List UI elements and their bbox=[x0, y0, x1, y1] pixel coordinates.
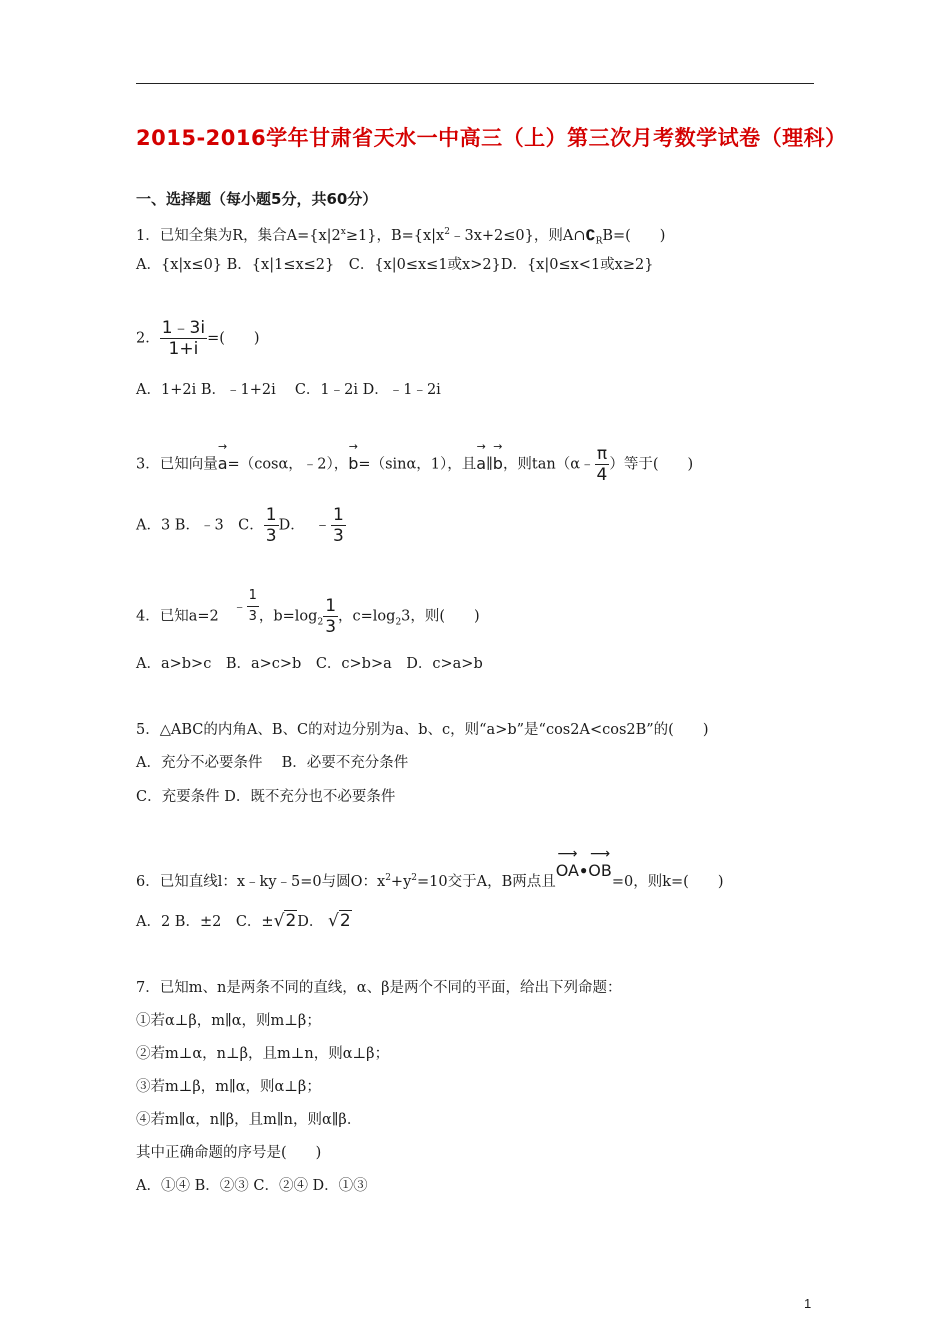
question-7-stem: 7．已知m、n是两条不同的直线，α、β是两个不同的平面，给出下列命题： bbox=[136, 980, 622, 996]
fraction: $\frac{1﹣3i}{1+i}$ bbox=[161, 318, 206, 359]
question-2-stem: 2． $\frac{1﹣3i}{1+i}$ =( ) bbox=[136, 318, 260, 359]
question-7-proposition-1: ①若α⊥β，m∥α，则m⊥β； bbox=[136, 1013, 321, 1029]
fraction: $\frac{1}{3}$ bbox=[332, 505, 344, 546]
sqrt-icon: √2 bbox=[328, 911, 351, 931]
question-6-options: A．2 B．±2 C．±√2D． √2 bbox=[136, 911, 351, 931]
question-7-options: A．①④ B．②③ C．②④ D．①③ bbox=[136, 1178, 368, 1194]
question-7-ask: 其中正确命题的序号是( ) bbox=[136, 1145, 322, 1161]
question-3-stem: 3．已知向量 → a=（cosα，﹣2）， → b=（sinα，1），且 → a∥ → b，则tan（α﹣ $\frac{\pi}{4}$ ）等于( ) bbox=[136, 439, 694, 485]
question-7-proposition-3: ③若m⊥β，m∥α，则α⊥β； bbox=[136, 1079, 321, 1095]
question-5-options-1: A．充分不必要条件 B．必要不充分条件 bbox=[136, 755, 409, 771]
question-7-proposition-2: ②若m⊥α，n⊥β，且m⊥n，则α⊥β； bbox=[136, 1046, 390, 1062]
question-1-stem: 1．已知全集为R，集合$A=\{x|2^x\ge 1\}$，$B=\{x|x^2﹣3x+2\le 0\}$，则$A\cap∁_RB=$( ) bbox=[136, 227, 666, 247]
question-1-options: A．{x|x≤0} B．{x|1≤x≤2} C．{x|0≤x≤1或x>2}D．{x|0≤x<1或x≥2} bbox=[136, 257, 654, 273]
header-rule bbox=[136, 83, 814, 84]
question-7-proposition-4: ④若m∥α，n∥β，且m∥n，则α∥β． bbox=[136, 1112, 362, 1128]
fraction: $\frac{\pi}{4}$ bbox=[596, 444, 608, 485]
page-title: 2015-2016学年甘肃省天水一中高三（上）第三次月考数学试卷（理科） bbox=[136, 126, 847, 150]
fraction: $\frac{1}{3}$ bbox=[325, 596, 337, 637]
question-6-stem: 6．已知直线l：x﹣ky﹣5=0与圆O：$x^2+y^2=10$交于A，B两点且 ⟶ OA• ⟶ OB=0，则k=( ) bbox=[136, 846, 724, 890]
fraction: $\frac{1}{3}$ bbox=[265, 505, 277, 546]
question-5-options-2: C．充要条件 D．既不充分也不必要条件 bbox=[136, 789, 396, 805]
question-3-options: A．3 B．﹣3 C． $\frac{1}{3}$ D． ﹣ $\frac{1}{3}$ bbox=[136, 505, 344, 546]
question-4-options: A．a>b>c B．a>c>b C．c>b>a D．c>a>b bbox=[136, 656, 483, 672]
fraction: $\frac{1}{3}$ bbox=[248, 588, 257, 624]
page-number: 1 bbox=[804, 1296, 812, 1311]
section-heading: 一、选择题（每小题5分，共60分） bbox=[136, 190, 378, 208]
question-2-options: A．1+2i B．﹣1+2i C．1﹣2i D．﹣1﹣2i bbox=[136, 382, 441, 398]
question-4-stem: 4．已知a=2 ﹣ $\frac{1}{3}$ ，$b=\log_2$ $\frac{1}{3}$ ，$c=\log_23$，则( ) bbox=[136, 588, 480, 637]
sqrt-icon: √2 bbox=[273, 911, 297, 931]
question-5-stem: 5．△ABC的内角A、B、C的对边分别为a、b、c，则“a>b”是“cos2A<cos2B”的( ) bbox=[136, 722, 709, 738]
